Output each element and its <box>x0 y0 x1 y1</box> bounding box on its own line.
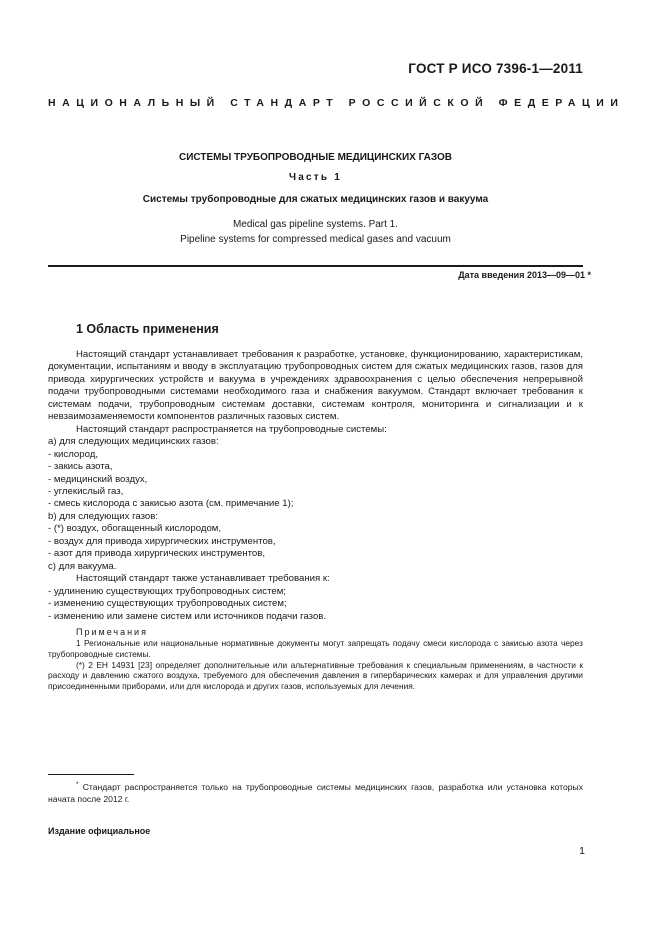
document-title: СИСТЕМЫ ТРУБОПРОВОДНЫЕ МЕДИЦИНСКИХ ГАЗОВ <box>179 152 452 163</box>
requirements-paragraph: Настоящий стандарт также устанавливает требования к: <box>76 573 330 585</box>
english-title-line-2: Pipeline systems for compressed medical gases and vacuum <box>180 234 451 245</box>
title-divider <box>48 265 583 267</box>
list-item: - азот для привода хирургических инструментов, <box>48 548 266 560</box>
edition-label: Издание официальное <box>48 826 151 836</box>
introduction-date: Дата введения 2013—09—01 * <box>458 270 591 280</box>
note-2: (*) 2 ЕН 14931 [23] определяет дополнительные или альтернативные требования к специальным применениям, в частности к расходу и давлению сжатого воздуха, требуемого для обеспечения давления в гипербарических камерах и для управления другими присоединенными приборами, или для кислорода и других газов, используемых для лечения. <box>48 659 583 691</box>
page-number: 1 <box>579 845 585 857</box>
list-item: - углекислый газ, <box>48 485 124 497</box>
scope-paragraph: Настоящий стандарт устанавливает требования к разработке, установке, функционированию, характеристикам, документации, испытаниям и вводу в эксплуатацию трубопроводных систем для сжатых медицинских газов, газов для привода хирургических устройств и вакуума в учреждениях здравоохранения с целью обеспечения непрерывной подачи трубопроводными системами необходимого газа и снабжения вакуумом. Стандарт включает требования к системам подачи, трубопроводным системам доставки, системам контроля, мониторинга и сигнализации и к невзаимозаменяемости компонентов различных газовых систем. <box>48 349 583 423</box>
part-label: Часть 1 <box>289 172 342 183</box>
applies-to-paragraph: Настоящий стандарт распространяется на трубопроводные системы: <box>76 423 387 435</box>
list-item: - смесь кислорода с закисью азота (см. примечание 1); <box>48 498 294 510</box>
footnote-text: Стандарт распространяется только на трубопроводные системы медицинских газов, разработка или установка которых начата после 2012 г. <box>48 782 583 804</box>
list-c-label: с) для вакуума. <box>48 560 117 572</box>
footnote-divider <box>48 774 134 775</box>
english-title-line-1: Medical gas pipeline systems. Part 1. <box>232 219 399 230</box>
list-item: - кислород, <box>48 448 98 460</box>
note-1: 1 Региональные или национальные нормативные документы могут запрещать подачу смеси кислорода с закисью азота через трубопроводные системы. <box>48 638 583 660</box>
list-a-label: а) для следующих медицинских газов: <box>48 436 219 448</box>
document-subtitle: Системы трубопроводные для сжатых медицинских газов и вакуума <box>142 194 489 205</box>
list-b-label: b) для следующих газов: <box>48 510 158 522</box>
footnote <box>48 779 583 805</box>
section-heading: 1 Область применения <box>76 322 219 336</box>
notes-block <box>48 638 583 691</box>
list-item: - медицинский воздух, <box>48 473 148 485</box>
list-item: - удлинению существующих трубопроводных систем; <box>48 585 286 597</box>
list-item: - изменению существующих трубопроводных систем; <box>48 598 287 610</box>
standard-title: НАЦИОНАЛЬНЫЙ СТАНДАРТ РОССИЙСКОЙ ФЕДЕРАЦИИ <box>48 97 625 109</box>
list-item: - (*) воздух, обогащенный кислородом, <box>48 523 222 535</box>
list-item: - изменению или замене систем или источников подачи газов. <box>48 610 327 622</box>
list-item: - закись азота, <box>48 461 113 473</box>
list-item: - воздух для привода хирургических инструментов, <box>48 535 276 547</box>
section-body <box>48 349 583 691</box>
english-title <box>48 217 583 247</box>
footnote-mark: * <box>76 781 79 788</box>
notes-heading: Примечания <box>76 626 148 637</box>
document-code: ГОСТ Р ИСО 7396-1—2011 <box>408 61 583 76</box>
